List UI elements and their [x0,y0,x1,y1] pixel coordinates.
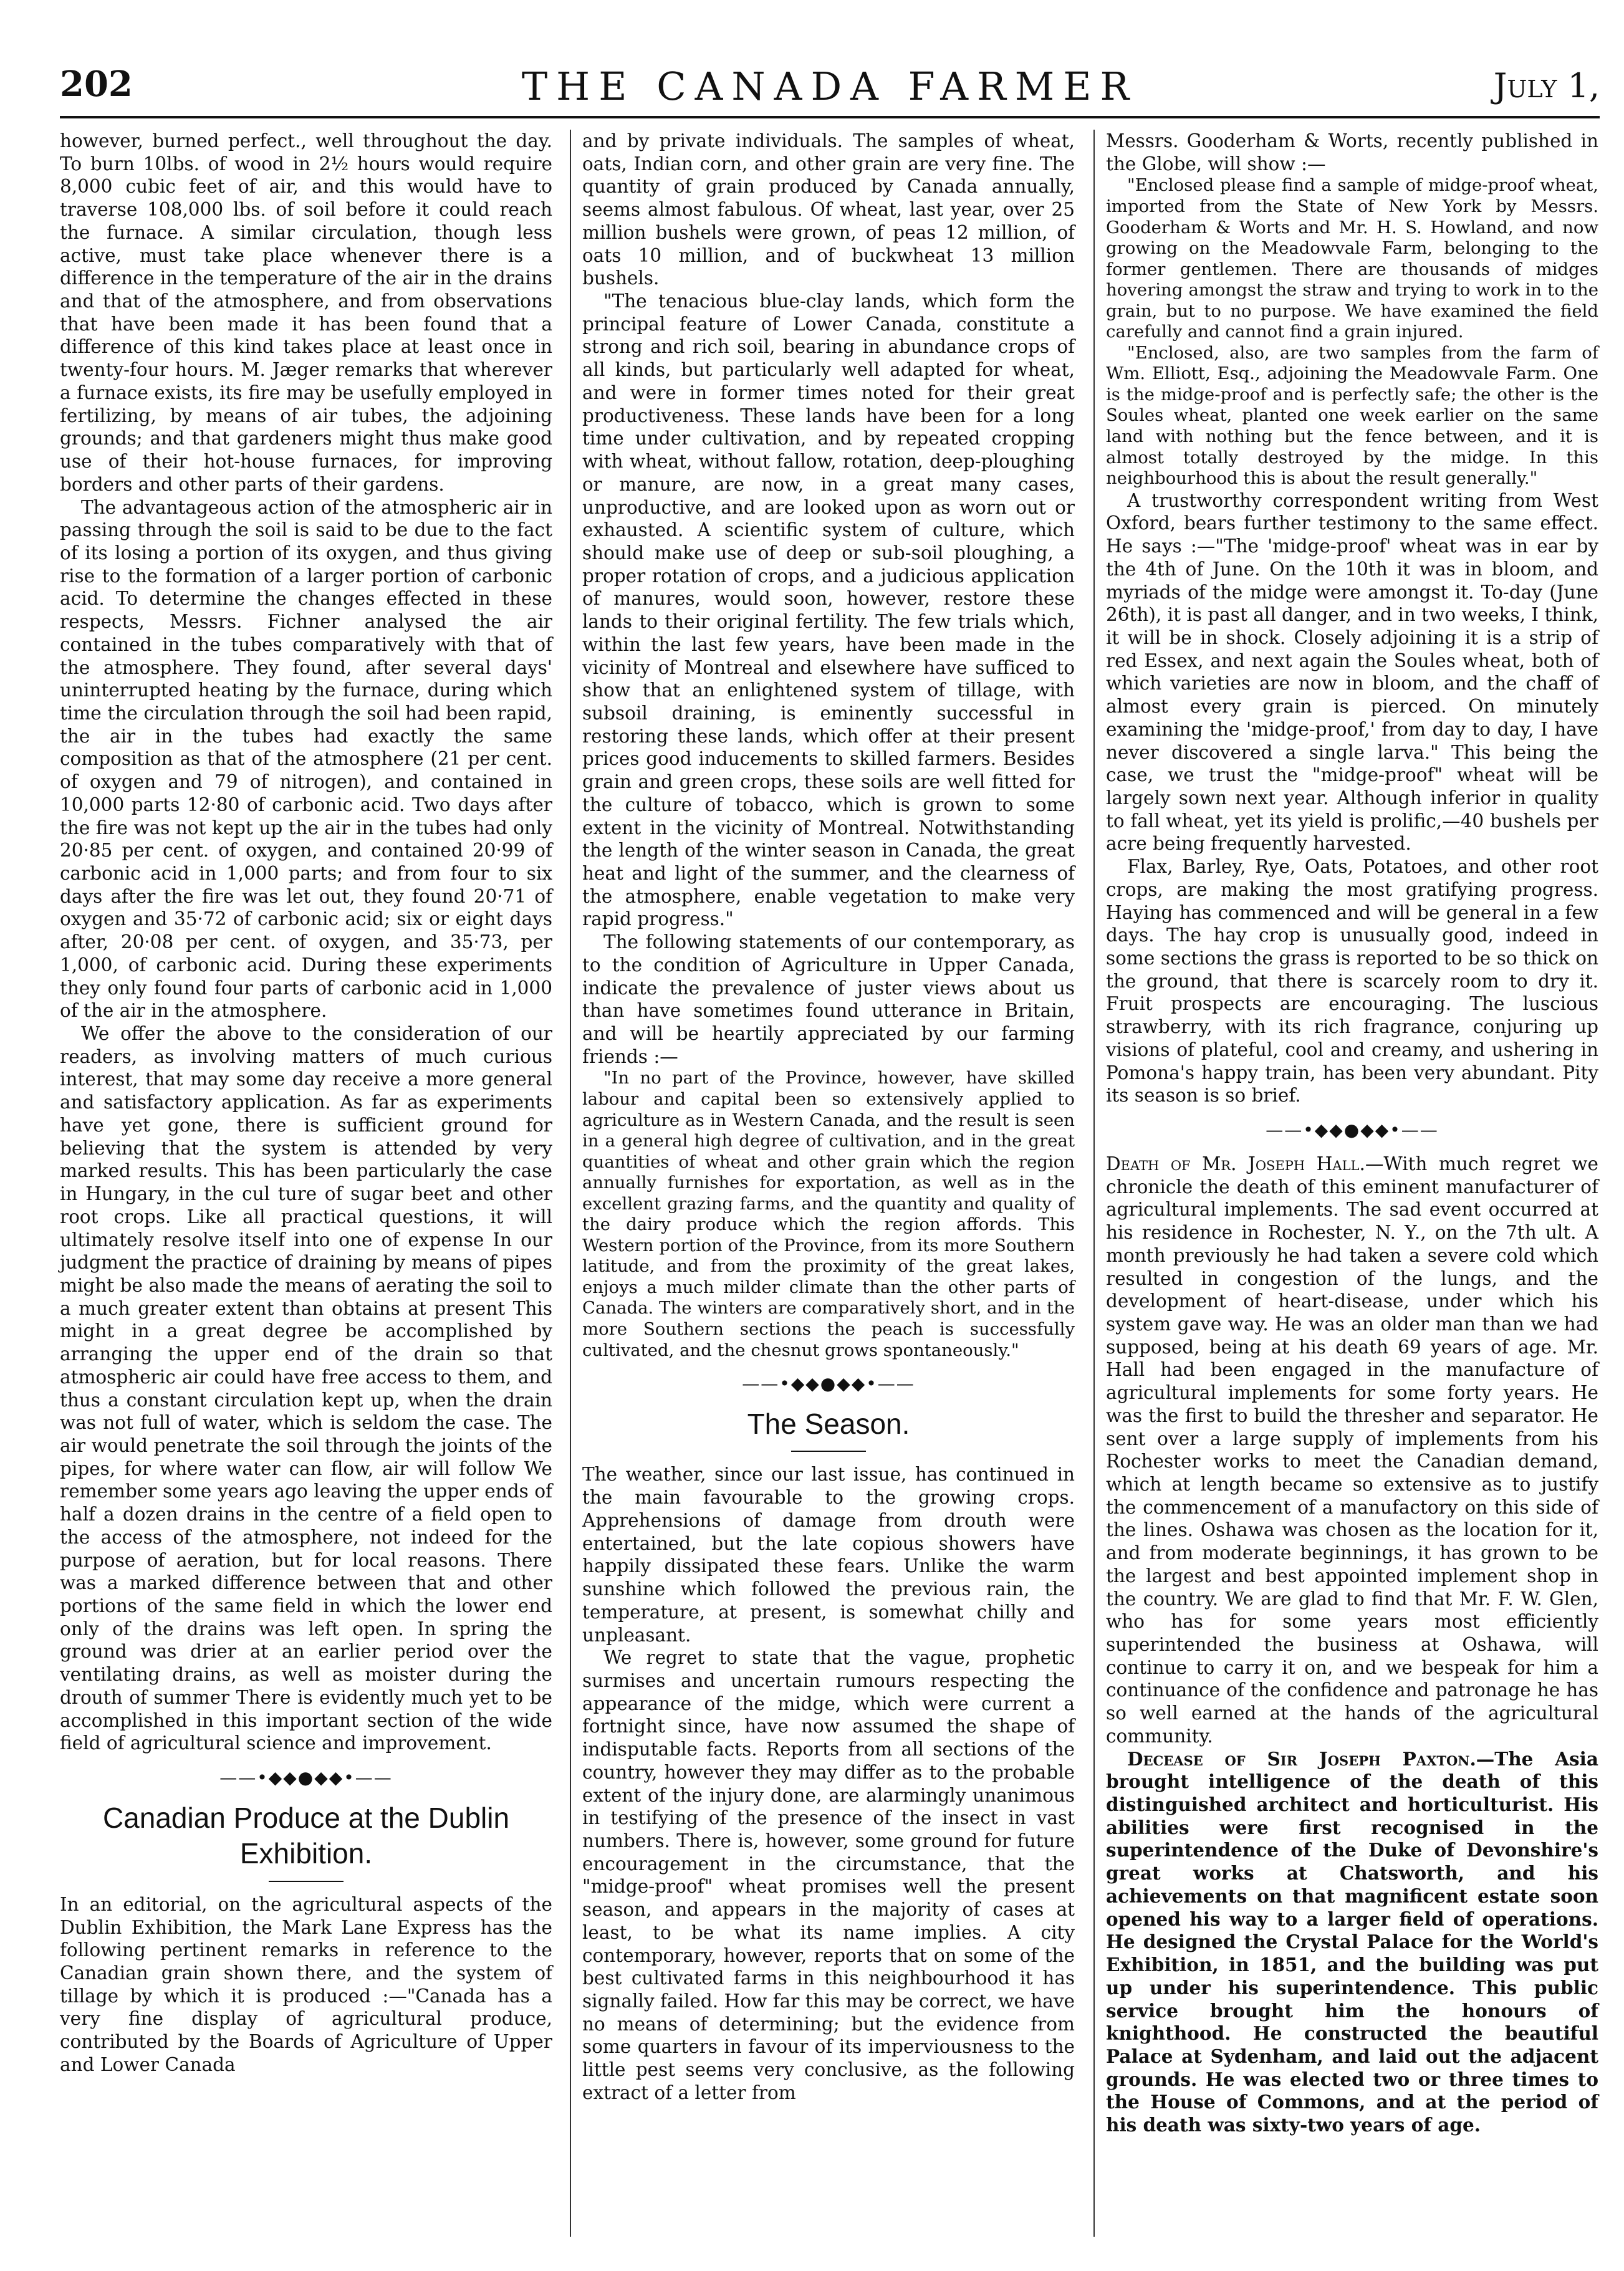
publication-title: THE CANADA FARMER [521,64,1138,109]
obituary-paragraph [1106,1153,1598,1748]
column-3 [1106,130,1598,2137]
page-number: 202 [60,64,133,105]
page-header [60,56,1600,112]
heading-rule [269,1881,344,1882]
issue-date: July 1, [1493,66,1600,105]
column-divider [1093,130,1095,2237]
obituary-text: —The Asia brought intelligence of the death of this distinguished architect and horticulturist. His abilities were first recognised in the superintendence of the Duke of Devonshire's great works at Chatsworth, and his achievements on that magnificent estate soon opened his way to a larger field of operations. He designed the Crystal Palace for the World's Exhibition, in 1851, and the building was put up under his superintendence. This public service brought him the honours of knighthood. He constructed the beautiful Palace at Sydenham, and laid out the adjacent grounds. He was elected two or three times to the House of Commons, and at the period of his death was sixty-two years of age. [1106,1747,1598,2136]
article-paragraph: A trustworthy correspondent writing from West Oxford, bears further testimony to the same effect. He says :—"The 'midge-proof' wheat was in ear by the 4th of June. On the 10th it was in bloom, and myriads of the midge were amongst it. To-day (June 26th), it is past all danger, and in two weeks, I think, it will be in shock. Closely adjoining it is a strip of red Essex, and next again the Soules wheat, both of which varieties are now in bloom, and the chaff of almost every grain is pierced. On minutely examining the 'midge-proof,' from day to day, I have never discovered a single larva." This being the case, we trust the "midge-proof" wheat will be largely sown next year. Although inferior in quality to fall wheat, yet its yield is prolific,—40 bushels per acre being frequently harvested. [1106,489,1598,855]
column-2 [582,130,1075,2105]
article-paragraph: In an editorial, on the agricultural aspects of the Dublin Exhibition, the Mark Lane Express has the following pertinent remarks in reference to the Canadian grain shown there, and the system of tillage by which it is produced :—"Canada has a very fine display of agricultural produce, contributed by the Boards of Agriculture of Upper and Lower Canada [60,1893,552,2075]
section-ornament: ——•◆◆●◆◆•—— [1266,1120,1439,1141]
article-paragraph: The following statements of our contemporary, as to the condition of Agriculture in Upper Canada, indicate the prevalence of juster views about us than have sometimes found utterance in Britain, and will be heartily appreciated by our farming friends :— [582,931,1075,1067]
article-paragraph: The advantageous action of the atmospheric air in passing through the soil is said to be due to the fact of its losing a portion of its oxygen, and thus giving rise to the formation of a larger portion of carbonic acid. To determine the changes effected in these respects, Messrs. Fichner analysed the air contained in the tubes comparatively with that of the atmosphere. They found, after several days' uninterrupted heating by the furnace, during which time the circulation through the soil had been rapid, the air in the tubes had exactly the same composition as that of the atmosphere (21 per cent. of oxygen and 79 of nitrogen), and contained in 10,000 parts 12·80 of carbonic acid. Two days after the fire was not kept up the air in the tubes had only 20·85 per cent. of oxygen, and contained 20·99 of carbonic acid in 1,000 parts; and from four to six days after the fire was let out, they found 20·71 of oxygen and 35·72 of carbonic acid; six or eight days after, 20·08 per cent. of oxygen, and 35·73, per 1,000, of carbonic acid. During these experiments they only found four parts of carbonic acid in 1,000 of the air in the atmosphere. [60,496,552,1022]
article-paragraph: We offer the above to the consideration of our readers, as involving matters of much curious interest, that may some day receive a more general and satisfactory application. As far as experiments have yet gone, there is sufficient ground for believing that the system is attended by very marked results. This has been particularly the case in Hungary, in the cul ture of sugar beet and other root crops. Like all practical questions, it will ultimately resolve itself into one of expense In our judgment the practice of draining by means of pipes might be also made the means of aerating the soil to a much greater extent than obtains at present This might in a great degree be accomplished by arranging the upper end of the drain so that atmospheric air could have free access to them, and thus a constant circulation kept up, when the drain was not full of water, which is seldom the case. The air would penetrate the soil through the joints of the pipes, for where water can flow, air will follow We remember some years ago leaving the upper ends of half a dozen drains in the centre of a field open to the access of the atmosphere, not indeed for the purpose of aeration, but for local reasons. There was a marked difference between that and other portions of the same field in which the lower end only of the drains was left open. In spring the ground was drier at an earlier period over the ventilating drains, as well as moister during the drouth of summer There is evidently much yet to be accomplished in this important section of the wide field of agricultural science and improvement. [60,1023,552,1754]
quoted-letter: "Enclosed please find a sample of midge-proof wheat, imported from the State of New York by Messrs. Gooderham & Worts and Mr. H. S. Howland, and now growing on the Meadowvale Farm, belonging to the former gentlemen. There are thousands of midges hovering amongst the straw and trying to work in to the grain, but to no purpose. We have examined the field carefully and cannot find a grain injured. [1106,175,1598,342]
obituary-text: —With much regret we chronicle the death of this eminent manufacturer of agricultural implements. The sad event occurred at his residence in Rochester, N. Y., on the 7th ult. A month previously he had taken a severe cold which resulted in congestion of the lungs, and the development of heart-disease, under which his system gave way. He was an older man than we had supposed, being at his death 69 years of age. Mr. Hall had been engaged in the manufacture of agricultural implements for some forty years. He was the first to build the thresher and separator. He sent over a large supply of implements from his Rochester works to meet the Canadian demand, which at length became so extensive as to justify the commencement of a manufactory on this side of the lines. Oshawa was chosen as the location for it, and from moderate beginnings, it has grown to be the largest and best appointed implement shop in the country. We are glad to find that Mr. F. W. Glen, who has for some years most efficiently superintended the business at Oshawa, will continue to carry it on, and we bespeak for him a continuance of the confidence and patronage he has so well earned at the hands of the agricultural community. [1106,1153,1598,1747]
article-paragraph: "The tenacious blue-clay lands, which form the principal feature of Lower Canada, constitute a strong and rich soil, bearing in abundance crops of all kinds, but particularly well adapted for wheat, and were in former times noted for their great productiveness. These lands have been for a long time under cultivation, and by repeated cropping with wheat, without fallow, rotation, deep-ploughing or manure, are now, in a great many cases, unproductive, and are looked upon as worn out or exhausted. A scientific system of culture, which should make use of deep or sub-soil ploughing, a proper rotation of crops, and a judicious application of manures, would soon, however, restore these lands to their original fertility. The few trials which, within the last few years, have been made in the vicinity of Montreal and elsewhere have sufficed to show that an enlightened system of tillage, with subsoil draining, is eminently successful in restoring these lands, which offer at their present prices good inducements to skilled farmers. Besides grain and green crops, these soils are well fitted for the culture of tobacco, which is grown to some extent in the vicinity of Montreal. Notwithstanding the length of the winter season in Canada, the great heat and light of the summer, and the clearness of the atmosphere, enable vegetation to make very rapid progress." [582,290,1075,930]
article-paragraph: and by private individuals. The samples of wheat, oats, Indian corn, and other grain are very fine. The quantity of grain produced by Canada annually, seems almost fabulous. Of wheat, last year, over 25 million bushels were grown, of peas 12 million, of oats 10 million, and of buckwheat 13 million bushels. [582,130,1075,289]
article-paragraph: however, burned perfect., well throughout the day. To burn 10lbs. of wood in 2½ hours would require 8,000 cubic feet of air, and this would have to traverse 108,000 lbs. of soil before it could reach the furnace. A similar circulation, though less active, must take place whenever there is a difference in the temperature of the air in the drains and that of the atmosphere, and from observations that have been made it has been found that a difference of this kind takes place at least once in twenty-four hours. M. Jæger remarks that wherever a furnace exists, its fire may be usefully employed in fertilizing, by means of air tubes, the adjoining grounds; and that gardeners might thus make good use of their hot-house furnaces, for improving borders and other parts of their gardens. [60,130,552,495]
column-1 [60,130,552,2077]
section-ornament: ——•◆◆●◆◆•—— [742,1373,915,1395]
article-paragraph: We regret to state that the vague, prophetic surmises and uncertain rumours respecting the appearance of the midge, which were current a fortnight since, have now assumed the shape of indisputable facts. Reports from all sections of the country, however they may differ as to the probable extent of the injury done, are alarmingly unanimous in testifying of the presence of the insect in vast numbers. There is, however, some ground for future encouragement in the circumstance, that the "midge-proof" wheat promises well the present season, and appears in the majority of cases at least, to be what its name implies. A city contemporary, however, reports that on some of the best cultivated farms in this neighbourhood it has signally failed. How far this may be correct, we have no means of determining; but the evidence from some quarters in favour of its imperviousness to the little pest seems very conclusive, as the following extract of a letter from [582,1647,1075,2103]
newspaper-page [60,56,1600,2250]
header-rule [60,116,1600,118]
article-paragraph: Flax, Barley, Rye, Oats, Potatoes, and other root crops, are making the most gratifying progress. Haying has commenced and will be general in a few days. The hay crop is unusually good, indeed in some sections the grass is reported to be so thick on the ground, that there is scarcely room to dry it. Fruit prospects are encouraging. The luscious strawberry, with its rich fragrance, conjuring up visions of plateful, cool and creamy, and ushering in Pomona's happy train, has been very abundant. Pity its season is so brief. [1106,856,1598,1107]
quoted-passage: "In no part of the Province, however, have skilled labour and capital been so extensively applied to agriculture as in Western Canada, and the result is seen in a general high degree of cultivation, and in the great quantities of wheat and other grain which the region annually furnishes for exportation, as well as in the excellent grazing farms, and the quantity and quality of the dairy produce which the region affords. This Western portion of the Province, from its more Southern latitude, and from the proximity of the great lakes, enjoys a much milder climate than the other parts of Canada. The winters are comparatively short, and in the more Southern sections the peach is successfully cultivated, and the chesnut grows spontaneously." [582,1068,1075,1360]
article-heading: The Season. [747,1407,910,1440]
obituary-paragraph [1106,1748,1598,2137]
section-ornament: ——•◆◆●◆◆•—— [219,1767,393,1788]
heading-rule [791,1451,866,1452]
column-divider [570,130,571,2237]
article-heading: Canadian Produce at the Dublin Exhibition. [102,1801,510,1870]
article-paragraph: The weather, since our last issue, has continued in the main favourable to the growing crops. Apprehensions of damage from drouth were entertained, but the late copious showers have happily dissipated these fears. Unlike the warm sunshine which followed the previous rain, the temperature, at present, is somewhat chilly and unpleasant. [582,1464,1075,1646]
article-paragraph: Messrs. Gooderham & Worts, recently published in the Globe, will show :— [1106,130,1598,175]
obituary-lead: Death of Mr. Joseph Hall. [1106,1153,1365,1174]
quoted-letter: "Enclosed, also, are two samples from the farm of Wm. Elliott, Esq., adjoining the Meadowvale Farm. One is the midge-proof and is perfectly safe; the other is the Soules wheat, planted one week earlier on the same land with nothing but the fence between, and it is almost totally destroyed by the midge. In this neighbourhood this is about the result generally." [1106,342,1598,489]
obituary-lead: Decease of Sir Joseph Paxton. [1127,1747,1476,1770]
